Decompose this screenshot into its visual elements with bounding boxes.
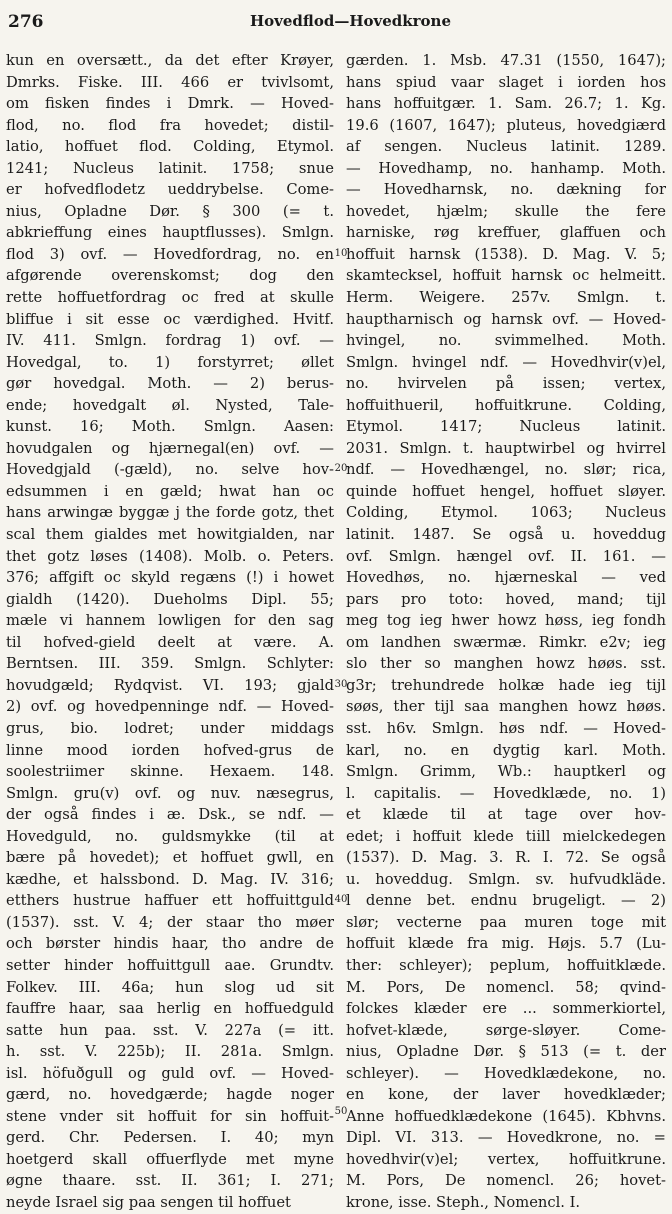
text-line: et klæde til at tage over hov- — [346, 806, 666, 824]
text-line: abkrieffung eines hauptflusses). Smlgn. — [6, 224, 334, 242]
line-number: 20 — [334, 463, 348, 475]
text-line: stene vnder sit hoffuit for sin hoffuit- — [6, 1107, 334, 1125]
left-column — [6, 50, 334, 1214]
text-line: edet; i hoffuit klede tiill mielckedegen — [346, 827, 666, 845]
text-line: rette hoffuetfordrag oc fred at skulle — [6, 289, 334, 307]
text-line: hauptharnisch og harnsk ovf. — Hoved- — [346, 310, 666, 328]
text-line: schleyer). — Hovedklædekone, no. — [346, 1064, 666, 1082]
text-line: bliffue i sit esse oc værdighed. Hvitf. — [6, 310, 334, 328]
text-line: neyde Israel sig paa sengen til hoffuet — [6, 1193, 291, 1211]
text-line: hoffuit klæde fra mig. Højs. 5.7 (Lu- — [346, 935, 666, 953]
text-line: hans spiud vaar slaget i iorden hos — [346, 73, 666, 91]
text-line: Hovedgjald (-gæld), no. selve hov- — [6, 461, 334, 479]
text-line: hoetgerd skall offuerflyde met myne — [6, 1150, 334, 1168]
text-line: pars pro toto: hoved, mand; tijl — [346, 590, 666, 608]
text-line: Berntsen. III. 359. Smlgn. Schlyter: — [6, 655, 334, 673]
text-line: etthers hustrue haffuer ett hoffuittguld — [6, 892, 334, 910]
text-line: l denne bet. endnu brugeligt. — 2) — [346, 892, 666, 910]
text-line: meg tog ieg hwer howz høss, ieg fondh — [346, 612, 666, 630]
text-line: l. capitalis. — Hovedklæde, no. 1) — [346, 784, 666, 802]
running-head: Hovedflod—Hovedkrone — [250, 12, 451, 30]
text-line: 19.6 (1607, 1647); pluteus, hovedgiærd — [346, 116, 666, 134]
text-line: linne mood iorden hofved-grus de — [6, 741, 334, 759]
text-line: — Hovedhamp, no. hanhamp. Moth. — [346, 159, 666, 177]
line-number: 30 — [334, 678, 348, 690]
text-line: hans arwingæ byggæ j the forde gotz, thet — [6, 504, 334, 522]
text-line: af sengen. Nucleus latinit. 1289. — [346, 138, 666, 156]
text-line: mæle vi hannem lowligen for den sag — [6, 612, 334, 630]
line-number: 40 — [334, 894, 348, 906]
text-line: hvingel, no. svimmelhed. Moth. — [346, 332, 666, 350]
text-line: Folkev. III. 46a; hun slog ud sit — [6, 978, 334, 996]
text-line: hoffuithueril, hoffuitkrune. Colding, — [346, 396, 666, 414]
text-line: om landhen swærmæ. Rimkr. e2v; ieg — [346, 633, 666, 651]
right-column — [346, 50, 666, 1214]
text-line: isl. höfuðgull og guld ovf. — Hoved- — [6, 1064, 334, 1082]
text-line: hovedhvir(v)el; vertex, hoffuitkrune. — [346, 1150, 666, 1168]
text-line: Colding, Etymol. 1063; Nucleus — [346, 504, 666, 522]
text-line: M. Pors, De nomencl. 26; hovet- — [346, 1172, 666, 1190]
text-line: Hovedgal, to. 1) forstyrret; øllet — [6, 353, 334, 371]
text-line: thet gotz løses (1408). Molb. o. Peters. — [6, 547, 334, 565]
text-line: kunst. 16; Moth. Smlgn. Aasen: — [6, 418, 334, 436]
text-line: M. Pors, De nomencl. 58; qvind- — [346, 978, 666, 996]
text-line: hovudgalen og hjærnegal(en) ovf. — — [6, 439, 334, 457]
text-line: Dipl. VI. 313. — Hovedkrone, no. = — [346, 1129, 666, 1147]
line-number: 50 — [334, 1106, 348, 1117]
text-line: — Hovedharnsk, no. dækning for — [346, 181, 666, 199]
text-line: er hofvedflodetz ueddrybelse. Come- — [6, 181, 334, 199]
text-line: Hovedguld, no. guldsmykke (til at — [6, 827, 334, 845]
text-line: ende; hovedgalt øl. Nysted, Tale- — [6, 396, 334, 414]
text-line: kædhe, et halssbond. D. Mag. IV. 316; — [6, 870, 334, 888]
text-line: satte hun paa. sst. V. 227a (= itt. — [6, 1021, 334, 1039]
text-line: (1537). D. Mag. 3. R. I. 72. Se også — [346, 849, 666, 867]
text-line: nius, Opladne Dør. § 513 (= t. der — [346, 1043, 666, 1061]
text-line: Smlgn. gru(v) ovf. og nuv. næsegrus, — [6, 784, 334, 802]
text-line: 2031. Smlgn. t. hauptwirbel og hvirrel — [346, 439, 666, 457]
text-line: hans hoffuitgær. 1. Sam. 26.7; 1. Kg. — [346, 95, 666, 113]
page-header — [0, 0, 672, 40]
text-line: Anne hoffuedklædekone (1645). Kbhvns. — [346, 1107, 666, 1125]
text-line: 2) ovf. og hovedpenninge ndf. — Hoved- — [6, 698, 334, 716]
page-number: 276 — [8, 12, 44, 32]
text-line: u. hoveddug. Smlgn. sv. hufvudkläde. — [346, 870, 666, 888]
text-line: h. sst. V. 225b); II. 281a. Smlgn. — [6, 1043, 334, 1061]
text-line: gærden. 1. Msb. 47.31 (1550, 1647); — [346, 52, 666, 69]
text-line: om fisken findes i Dmrk. — Hoved- — [6, 95, 334, 113]
text-line: grus, bio. lodret; under middags — [6, 719, 334, 737]
text-line: hovudgæld; Rydqvist. VI. 193; gjald — [6, 676, 334, 694]
text-line: gør hovedgal. Moth. — 2) berus- — [6, 375, 334, 393]
text-line: krone, isse. Steph., Nomencl. I. — [346, 1193, 581, 1211]
text-line: afgørende overenskomst; dog den — [6, 267, 334, 285]
text-line: slo ther so manghen howz høøs. sst. — [346, 655, 666, 673]
text-line: no. hvirvelen på issen; vertex, — [346, 375, 666, 393]
text-line: gerd. Chr. Pedersen. I. 40; myn — [6, 1129, 334, 1147]
text-line: Hovedhøs, no. hjærneskal — ved — [346, 569, 666, 587]
text-line: 376; affgift oc skyld regæns (!) i howet — [6, 569, 334, 587]
text-line: ndf. — Hovedhængel, no. slør; rica, — [346, 461, 666, 479]
text-line: harniske, røg kreffuer, glaffuen och — [346, 224, 666, 242]
text-line: skamtecksel, hoffuit harnsk oc helmeitt. — [346, 267, 666, 285]
text-line: ther: schleyer); peplum, hoffuitklæde. — [346, 956, 666, 974]
text-line: latinit. 1487. Se også u. hoveddug — [346, 526, 666, 544]
text-line: 1241; Nucleus latinit. 1758; snue — [6, 159, 334, 177]
text-line: kun en oversætt., da det efter Krøyer, — [6, 52, 334, 69]
text-line: och børster hindis haar, tho andre de — [6, 935, 334, 953]
text-line: fauffre haar, saa herlig en hoffuedguld — [6, 1000, 334, 1018]
text-line: quinde hoffuet hengel, hoffuet sløyer. — [346, 482, 666, 500]
text-line: Dmrks. Fiske. III. 466 er tvivlsomt, — [6, 73, 334, 91]
text-line: g3r; trehundrede holkæ hade ieg tijl — [346, 676, 666, 694]
line-number: 10 — [334, 247, 348, 259]
text-line: karl, no. en dygtig karl. Moth. — [346, 741, 666, 759]
text-line: soolestriimer skinne. Hexaem. 148. — [6, 763, 334, 781]
text-line: setter hinder hoffuittgull aae. Grundtv. — [6, 956, 334, 974]
text-line: der også findes i æ. Dsk., se ndf. — — [6, 806, 334, 824]
text-line: en kone, der laver hovedklæder; — [346, 1086, 666, 1104]
text-line: øgne thaare. sst. II. 361; I. 271; — [6, 1172, 334, 1190]
text-line: søøs, ther tijl saa manghen howz høøs. — [346, 698, 666, 716]
text-line: Smlgn. hvingel ndf. — Hovedhvir(v)el, — [346, 353, 666, 371]
text-line: latio, hoffuet flod. Colding, Etymol. — [6, 138, 334, 156]
text-line: sst. h6v. Smlgn. høs ndf. — Hoved- — [346, 719, 666, 737]
text-line: IV. 411. Smlgn. fordrag 1) ovf. — — [6, 332, 334, 350]
text-line: Smlgn. Grimm, Wb.: hauptkerl og — [346, 763, 666, 781]
text-line: folckes klæder ere ... sommerkiortel, — [346, 1000, 666, 1018]
text-line: flod 3) ovf. — Hovedfordrag, no. en — [6, 245, 334, 263]
text-line: scal them gialdes met howitgialden, nar — [6, 526, 334, 544]
text-line: bære på hovedet); et hoffuet gwll, en — [6, 849, 334, 867]
text-line: nius, Opladne Dør. § 300 (= t. — [6, 202, 334, 220]
text-line: edsummen i en gæld; hwat han oc — [6, 482, 334, 500]
text-line: slør; vecterne paa muren toge mit — [346, 913, 666, 931]
text-line: gialdh (1420). Dueholms Dipl. 55; — [6, 590, 334, 608]
text-line: Herm. Weigere. 257v. Smlgn. t. — [346, 289, 666, 307]
text-line: hovedet, hjælm; skulle the fere — [346, 202, 666, 220]
text-line: til hofved-gield deelt at være. A. — [6, 633, 334, 651]
text-line: hoffuit harnsk (1538). D. Mag. V. 5; — [346, 245, 666, 263]
text-line: gærd, no. hovedgærde; hagde noger — [6, 1086, 334, 1104]
text-line: Etymol. 1417; Nucleus latinit. — [346, 418, 666, 436]
text-line: (1537). sst. V. 4; der staar tho møer — [6, 913, 334, 931]
text-line: flod, no. flod fra hovedet; distil- — [6, 116, 334, 134]
text-line: hofvet-klæde, sørge-sløyer. Come- — [346, 1021, 666, 1039]
text-line: ovf. Smlgn. hængel ovf. II. 161. — — [346, 547, 666, 565]
